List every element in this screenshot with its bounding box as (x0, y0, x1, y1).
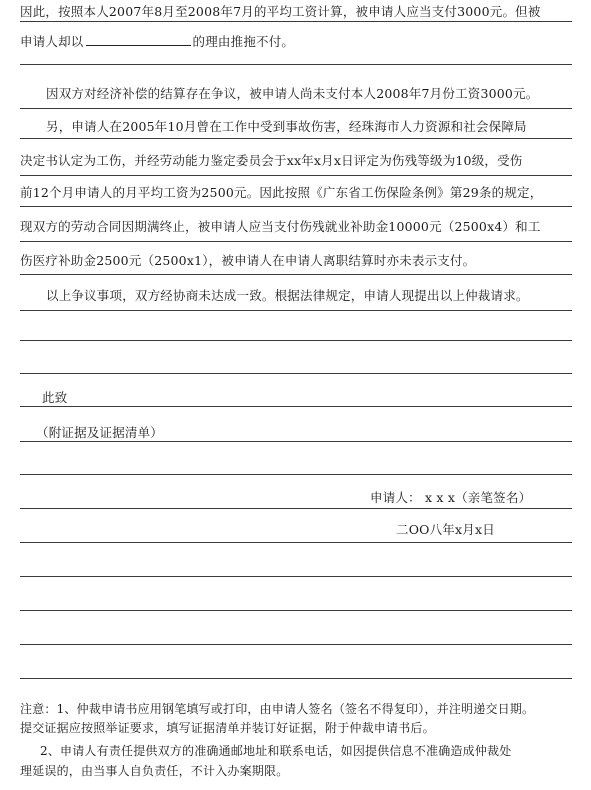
writing-rule (20, 310, 572, 311)
note-1-line-1: 注意：1、仲裁申请书应用钢笔填写或打印，由申请人签名（签名不得复印），并注明递交日期。 (20, 702, 535, 716)
paragraph-injury-line-3: 前12个月申请人的月平均工资为2500元。因此按照《广东省工伤保险条例》第29条的规定， (20, 185, 543, 200)
writing-rule (20, 64, 572, 65)
blank-writing-rule[interactable] (20, 678, 572, 679)
paragraph-injury-line-5: 伤医疗补助金2500元（2500x1），被申请人在申请人离职结算时亦未表示支付。 (20, 253, 476, 268)
writing-rule (20, 206, 572, 207)
paragraph-injury-line-2: 决定书认定为工伤，并经劳动能力鉴定委员会于xx年x月x日评定为伤残等级为10级，受伤 (20, 153, 523, 168)
writing-rule (20, 108, 572, 109)
blank-writing-rule[interactable] (20, 610, 572, 611)
blank-writing-rule[interactable] (20, 644, 572, 645)
application-date: 二OO八年x月x日 (396, 522, 495, 537)
reason-suffix: 的理由推拖不付。 (192, 34, 295, 49)
reason-blank-field[interactable] (86, 33, 191, 46)
writing-rule (20, 508, 572, 509)
attachments-note: （附证据及证据清单） (36, 425, 164, 440)
blank-writing-rule[interactable] (20, 576, 572, 577)
reason-prefix: 申请人却以 (20, 34, 84, 49)
writing-rule (20, 175, 572, 176)
writing-rule (20, 441, 572, 442)
paragraph-injury-line-1: 另，申请人在2005年10月曾在工作中受到事故伤害，经珠海市人力资源和社会保障局 (46, 119, 527, 134)
writing-rule (20, 21, 572, 22)
note-2-line-1: 2、申请人有责任提供双方的准确通邮地址和联系电话，如因提供信息不准确造成仲裁处 (40, 744, 512, 758)
writing-rule (20, 274, 572, 275)
note-2-line-2: 理延误的，由当事人自负责任，不计入办案期限。 (20, 764, 289, 778)
paragraph-conclusion: 以上争议事项，双方经协商未达成一致。根据法律规定，申请人现提出以上仲裁请求。 (46, 288, 529, 303)
blank-writing-rule[interactable] (20, 474, 572, 475)
note-1-line-2: 提交证据应按照举证要求，填写证据清单并装订好证据，附于仲裁申请书后。 (20, 721, 435, 735)
writing-rule (20, 406, 572, 407)
paragraph-wage-dispute: 因双方对经济补偿的结算存在争议，被申请人尚未支付本人2008年7月份工资3000元。 (46, 86, 539, 101)
blank-writing-rule[interactable] (20, 373, 572, 374)
salutation: 此致 (42, 390, 68, 405)
paragraph-line-2 (20, 33, 572, 50)
writing-rule (20, 542, 572, 543)
paragraph-line-1: 因此，按照本人2007年8月至2008年7月的平均工资计算，被申请人应当支付3000元。但被 (20, 4, 541, 19)
applicant-signature: 申请人： x x x（亲笔签名） (370, 490, 532, 505)
paragraph-injury-line-4: 现双方的劳动合同因期满终止，被申请人应当支付伤残就业补助金10000元（2500x4）和工 (20, 219, 541, 234)
blank-writing-rule[interactable] (20, 340, 572, 341)
writing-rule (20, 241, 572, 242)
writing-rule (20, 138, 572, 139)
